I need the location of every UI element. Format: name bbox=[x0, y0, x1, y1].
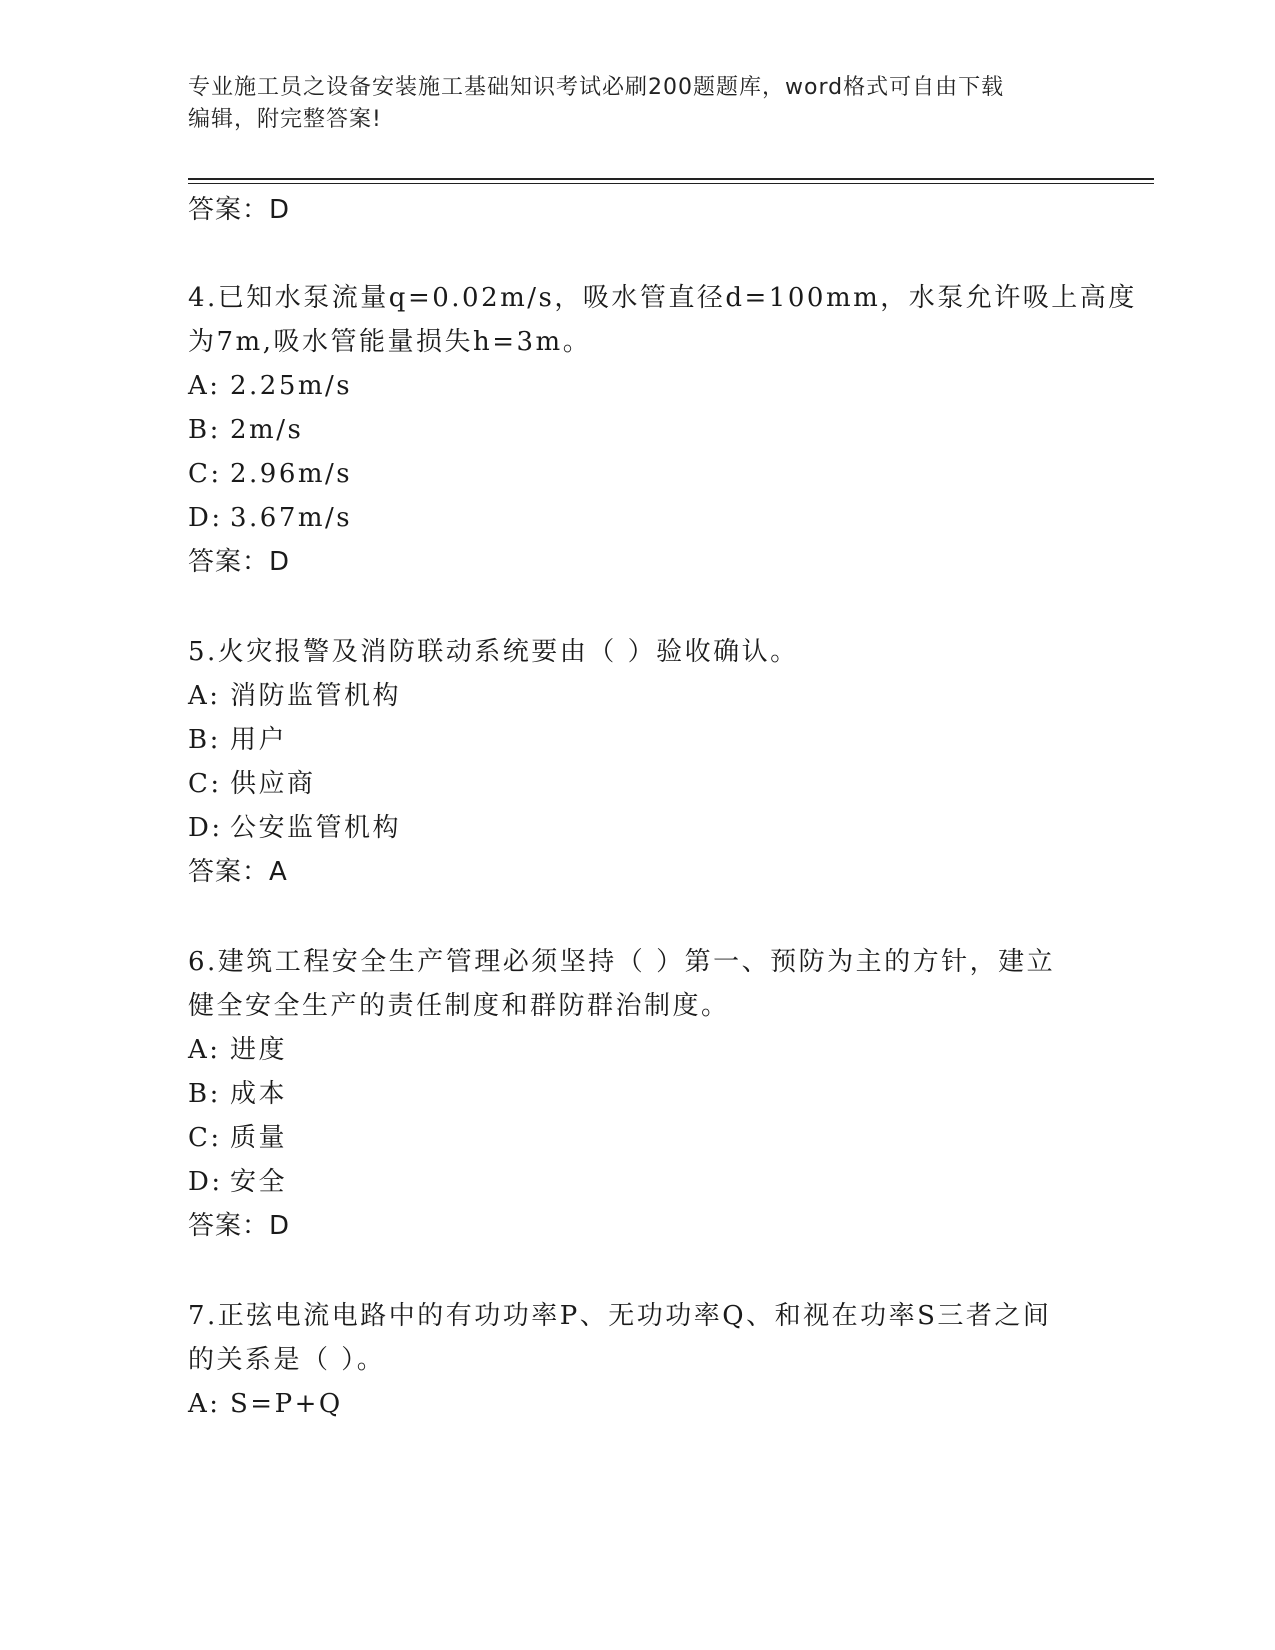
q6-option-a bbox=[188, 1032, 287, 1068]
q4-option-b bbox=[188, 412, 303, 448]
option-text: 进度 bbox=[230, 1035, 288, 1065]
option-letter: C: bbox=[188, 459, 222, 489]
header-line-1: 专业施工员之设备安装施工基础知识考试必刷200题题库，word格式可自由下载 bbox=[188, 75, 1005, 100]
q7-option-a bbox=[188, 1386, 343, 1422]
answer-previous: 答案：D bbox=[188, 195, 291, 225]
option-letter: B: bbox=[188, 1079, 221, 1109]
option-letter: A: bbox=[188, 681, 221, 711]
q5-option-d bbox=[188, 810, 401, 846]
header-line-2: 编辑，附完整答案! bbox=[188, 107, 382, 132]
q4-option-a bbox=[188, 368, 352, 404]
option-letter: A: bbox=[188, 1035, 221, 1065]
option-text: 质量 bbox=[230, 1123, 288, 1153]
q5-answer: 答案：A bbox=[188, 857, 288, 887]
option-letter: B: bbox=[188, 415, 221, 445]
q7-stem-line-1: 7.正弦电流电路中的有功功率P、无功功率Q、和视在功率S三者之间 bbox=[188, 1301, 1052, 1331]
q5-option-b bbox=[188, 722, 287, 758]
q6-option-d bbox=[188, 1164, 287, 1200]
q4-stem-line-1: 4.已知水泵流量q=0.02m/s，吸水管直径d=100mm，水泵允许吸上高度 bbox=[188, 283, 1137, 313]
q6-option-c bbox=[188, 1120, 287, 1156]
option-letter: B: bbox=[188, 725, 221, 755]
q4-option-c bbox=[188, 456, 352, 492]
option-text: 3.67m/s bbox=[230, 503, 353, 533]
option-text: 2.25m/s bbox=[230, 371, 353, 401]
option-text: S=P+Q bbox=[230, 1389, 343, 1419]
q4-stem-line-2: 为7m,吸水管能量损失h=3m。 bbox=[188, 327, 592, 357]
option-text: 2.96m/s bbox=[230, 459, 353, 489]
q6-option-b bbox=[188, 1076, 287, 1112]
option-letter: D: bbox=[188, 1167, 223, 1197]
q5-option-c bbox=[188, 766, 316, 802]
option-letter: D: bbox=[188, 813, 223, 843]
q6-stem-line-2: 健全安全生产的责任制度和群防群治制度。 bbox=[188, 991, 730, 1021]
document-header bbox=[188, 72, 1068, 136]
option-letter: A: bbox=[188, 371, 221, 401]
header-divider-thick bbox=[188, 178, 1154, 180]
option-text: 用户 bbox=[230, 725, 288, 755]
option-letter: D: bbox=[188, 503, 223, 533]
q6-answer: 答案：D bbox=[188, 1211, 291, 1241]
option-text: 公安监管机构 bbox=[230, 813, 402, 843]
header-divider-thin bbox=[188, 183, 1154, 184]
q5-option-a bbox=[188, 678, 401, 714]
option-text: 供应商 bbox=[230, 769, 316, 799]
option-text: 2m/s bbox=[230, 415, 304, 445]
q5-stem-line-1: 5.火灾报警及消防联动系统要由（ ）验收确认。 bbox=[188, 637, 799, 667]
option-letter: C: bbox=[188, 769, 222, 799]
option-text: 成本 bbox=[230, 1079, 288, 1109]
q7-stem-line-2: 的关系是（ ）。 bbox=[188, 1345, 386, 1375]
option-text: 消防监管机构 bbox=[230, 681, 402, 711]
option-letter: C: bbox=[188, 1123, 222, 1153]
q4-option-d bbox=[188, 500, 352, 536]
q4-answer: 答案：D bbox=[188, 547, 291, 577]
option-letter: A: bbox=[188, 1389, 221, 1419]
option-text: 安全 bbox=[230, 1167, 288, 1197]
q6-stem-line-1: 6.建筑工程安全生产管理必须坚持（ ）第一、预防为主的方针，建立 bbox=[188, 947, 1056, 977]
